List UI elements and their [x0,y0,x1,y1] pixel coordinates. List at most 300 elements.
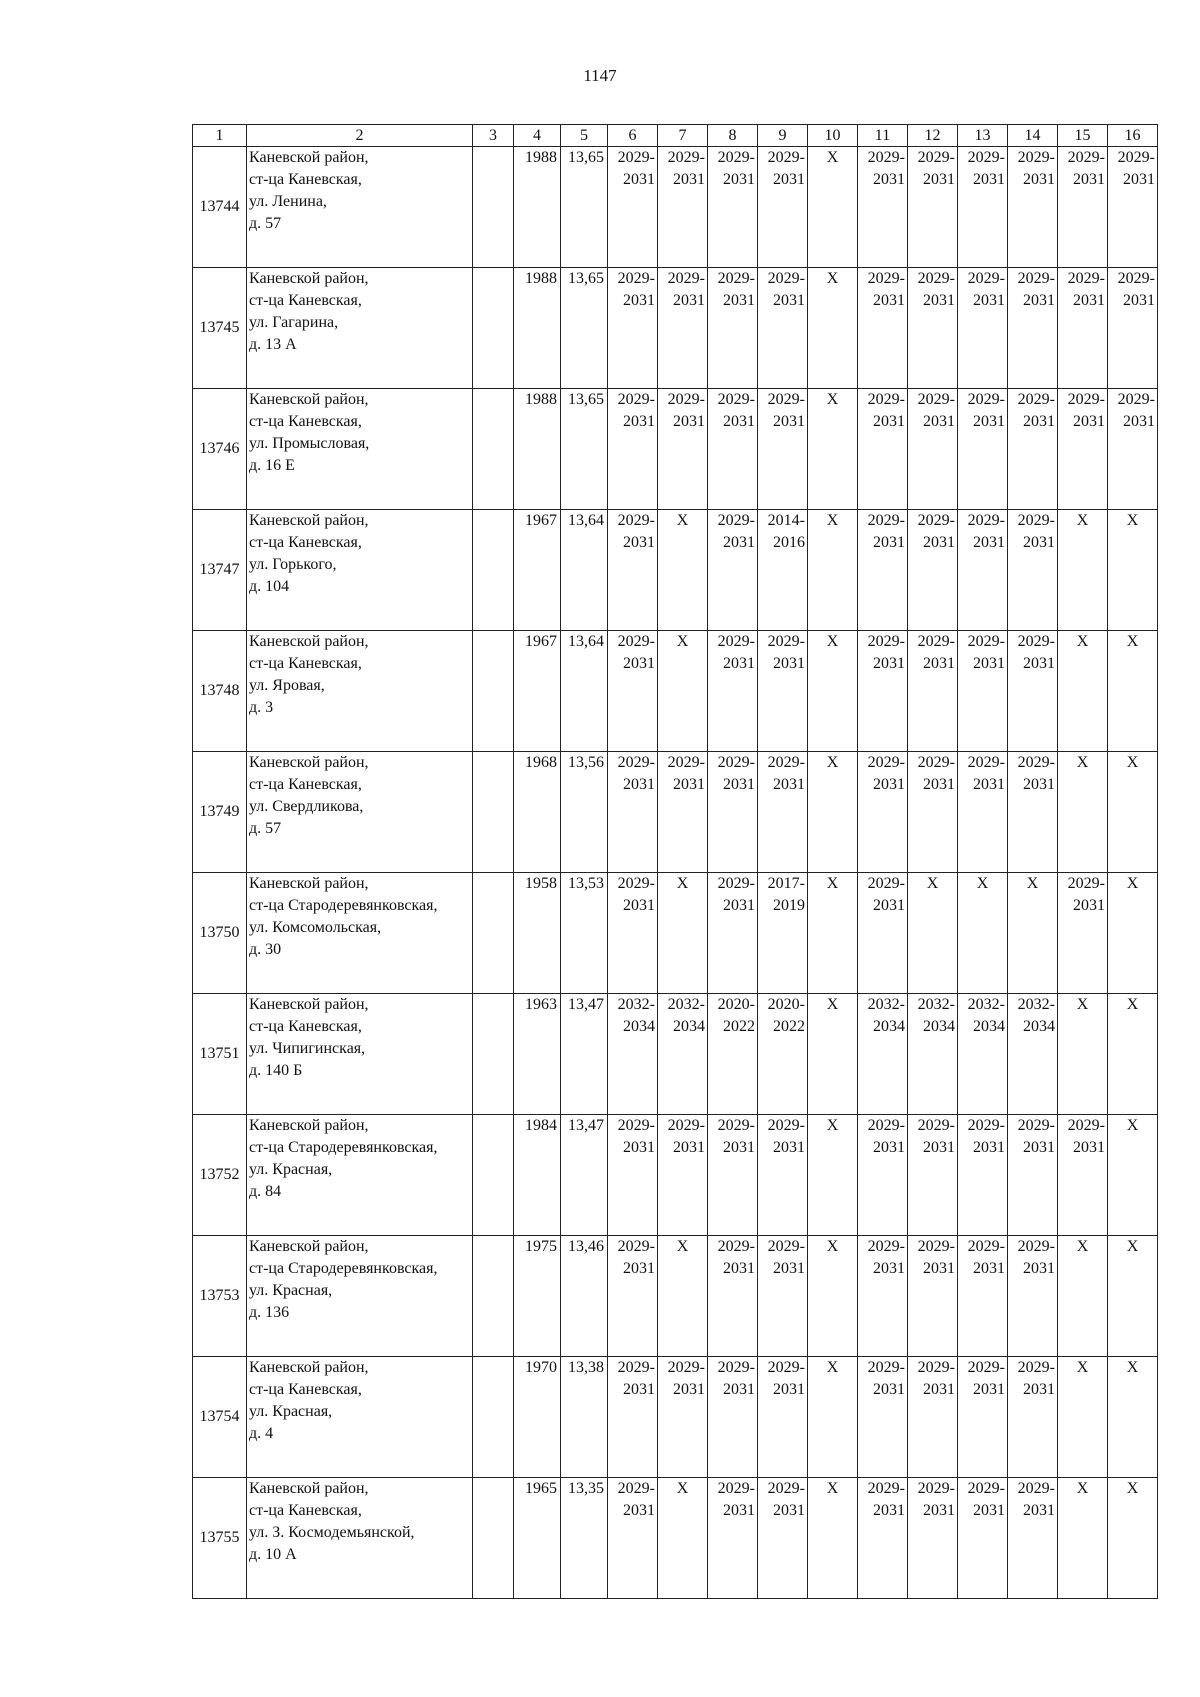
period-start: 2029- [867,391,905,408]
period-cell [908,1115,958,1236]
period-end: 2031 [923,1139,955,1156]
period-start: 2032- [867,996,905,1013]
period-cell [708,994,758,1115]
period-end: 2031 [873,1260,905,1277]
period-end: 2031 [623,655,655,672]
period-cell [758,1236,808,1357]
address-cell [247,1357,473,1478]
period-cell [1058,873,1108,994]
period-cell [758,389,808,510]
period-cell [708,268,758,389]
period-cell [908,1236,958,1357]
column-number-row [193,125,1158,147]
period-cell [608,1115,658,1236]
period-cell [758,631,808,752]
period-cell [858,147,908,268]
period-start: 2029- [717,512,755,529]
period-start: 2029- [917,754,955,771]
period-cell: X [1108,994,1158,1115]
period-start: 2029- [917,1238,955,1255]
period-cell [858,873,908,994]
year-cell: 1967 [514,510,561,631]
period-end: 2031 [1023,1139,1055,1156]
period-end: 2031 [873,292,905,309]
period-cell [958,994,1008,1115]
period-end: 2031 [673,292,705,309]
period-end: 2031 [673,171,705,188]
address-cell [247,268,473,389]
period-cell [608,752,658,873]
address-line: ул. Гагарина, [249,314,339,331]
period-start: 2029- [1017,512,1055,529]
period-end: 2031 [723,1139,755,1156]
table-body [193,125,1158,1599]
period-cell [758,1115,808,1236]
period-end: 2031 [623,776,655,793]
period-cell [958,1357,1008,1478]
period-end: 2031 [773,1381,805,1398]
period-start: 2032- [617,996,655,1013]
column-number-header: 4 [514,125,561,147]
address-line: ст-ца Каневская, [249,413,362,430]
period-cell [1008,1115,1058,1236]
period-start: 2029- [717,1117,755,1134]
period-start: 2029- [867,1480,905,1497]
period-start: 2032- [667,996,705,1013]
year-cell: 1970 [514,1357,561,1478]
period-start: 2029- [867,1359,905,1376]
period-cell [858,631,908,752]
period-end: 2031 [923,534,955,551]
period-start: 2029- [767,1117,805,1134]
address-line: Каневской район, [249,1480,369,1497]
period-end: 2031 [873,171,905,188]
table-row [193,1236,1158,1357]
period-end: 2031 [873,534,905,551]
period-cell: X [1108,1478,1158,1599]
period-cell [658,268,708,389]
address-line: ул. Комсомольская, [249,919,382,936]
period-start: 2029- [1017,391,1055,408]
period-cell [758,510,808,631]
address-line: ул. Ленина, [249,193,327,210]
column-3-cell [473,752,514,873]
period-start: 2029- [867,633,905,650]
period-end: 2031 [973,1502,1005,1519]
period-cell [608,389,658,510]
period-end: 2031 [923,1502,955,1519]
address-line: ул. Свердликова, [249,798,364,815]
period-start: 2029- [967,1117,1005,1134]
period-cell [958,1236,1008,1357]
period-start: 2029- [617,1480,655,1497]
period-end: 2031 [873,655,905,672]
address-cell [247,1478,473,1599]
column-3-cell [473,873,514,994]
column-3-cell [473,631,514,752]
period-cell [708,631,758,752]
year-cell: 1968 [514,752,561,873]
period-start: 2029- [717,754,755,771]
column-3-cell [473,1478,514,1599]
period-cell: X [1108,752,1158,873]
address-cell [247,752,473,873]
address-line: Каневской район, [249,1117,369,1134]
period-start: 2029- [767,391,805,408]
address-line: ул. Горького, [249,556,337,573]
period-start: 2020- [767,996,805,1013]
address-line: ст-ца Каневская, [249,534,362,551]
period-start: 2029- [917,391,955,408]
period-start: 2029- [1017,149,1055,166]
period-start: 2029- [617,391,655,408]
period-start: 2029- [1117,149,1155,166]
address-line: ст-ца Каневская, [249,171,362,188]
period-cell [908,147,958,268]
period-start: 2029- [617,1238,655,1255]
address-line: Каневской район, [249,996,369,1013]
period-start: 2029- [717,633,755,650]
period-cell [608,1478,658,1599]
period-start: 2029- [717,1238,755,1255]
area-cell: 13,47 [561,994,608,1115]
column-3-cell [473,510,514,631]
record-number: 13749 [193,752,247,873]
column-number-header: 6 [608,125,658,147]
period-end: 2022 [723,1018,755,1035]
period-end: 2031 [973,171,1005,188]
period-end: 2034 [673,1018,705,1035]
column-number-header: 16 [1108,125,1158,147]
period-cell [758,873,808,994]
period-start: 2029- [767,270,805,287]
period-end: 2031 [723,1381,755,1398]
area-cell: 13,56 [561,752,608,873]
period-cell [658,389,708,510]
period-cell [1058,1115,1108,1236]
period-cell [608,873,658,994]
period-end: 2031 [1123,171,1155,188]
period-end: 2031 [973,776,1005,793]
period-cell [708,1357,758,1478]
table-row [193,389,1158,510]
period-cell [858,1115,908,1236]
period-cell [708,389,758,510]
address-line: д. 57 [249,820,282,837]
table-row [193,1478,1158,1599]
period-end: 2031 [773,1502,805,1519]
period-end: 2034 [973,1018,1005,1035]
period-start: 2014- [767,512,805,529]
period-cell [958,752,1008,873]
period-cell [658,752,708,873]
period-end: 2031 [1023,655,1055,672]
period-start: 2029- [867,875,905,892]
period-end: 2031 [873,1502,905,1519]
period-cell: X [808,389,858,510]
period-start: 2029- [717,1359,755,1376]
period-start: 2029- [667,1117,705,1134]
period-cell [608,268,658,389]
period-cell [758,1357,808,1478]
column-3-cell [473,1115,514,1236]
record-number: 13751 [193,994,247,1115]
period-start: 2029- [617,1359,655,1376]
period-start: 2029- [767,1359,805,1376]
period-cell: X [658,631,708,752]
period-end: 2031 [773,1139,805,1156]
column-3-cell [473,147,514,268]
period-cell [1008,147,1058,268]
period-end: 2031 [1023,1260,1055,1277]
record-number: 13745 [193,268,247,389]
period-start: 2029- [967,633,1005,650]
address-cell [247,1115,473,1236]
period-cell: X [1108,1236,1158,1357]
period-end: 2031 [973,1139,1005,1156]
address-line: ст-ца Каневская, [249,1381,362,1398]
area-cell: 13,65 [561,268,608,389]
period-cell [858,510,908,631]
period-start: 2029- [1117,270,1155,287]
address-line: Каневской район, [249,391,369,408]
table-row [193,1357,1158,1478]
column-3-cell [473,389,514,510]
period-start: 2029- [1067,149,1105,166]
period-cell: X [808,268,858,389]
period-cell [858,1478,908,1599]
column-number-header: 8 [708,125,758,147]
period-end: 2031 [723,897,755,914]
record-number: 13752 [193,1115,247,1236]
area-cell: 13,38 [561,1357,608,1478]
period-cell [608,1236,658,1357]
period-cell [1008,631,1058,752]
period-end: 2031 [1023,1381,1055,1398]
period-cell [858,389,908,510]
period-cell: X [658,510,708,631]
period-end: 2031 [923,1260,955,1277]
period-start: 2029- [717,1480,755,1497]
period-end: 2031 [623,897,655,914]
period-start: 2029- [1017,1238,1055,1255]
area-cell: 13,64 [561,510,608,631]
period-cell [908,752,958,873]
area-cell: 13,65 [561,389,608,510]
period-cell [1058,147,1108,268]
period-end: 2031 [1023,292,1055,309]
period-start: 2029- [767,1238,805,1255]
period-cell [1008,389,1058,510]
period-start: 2032- [917,996,955,1013]
period-end: 2031 [1073,292,1105,309]
period-end: 2031 [973,1381,1005,1398]
period-start: 2029- [867,270,905,287]
period-end: 2031 [773,171,805,188]
address-line: ул. Промысловая, [249,435,370,452]
address-line: д. 30 [249,941,282,958]
period-cell: X [808,1236,858,1357]
period-start: 2029- [867,149,905,166]
period-cell [1058,268,1108,389]
column-number-header: 11 [858,125,908,147]
period-start: 2029- [917,149,955,166]
period-start: 2029- [767,633,805,650]
period-start: 2029- [617,754,655,771]
period-cell: X [808,1357,858,1478]
area-cell: 13,64 [561,631,608,752]
address-line: д. 57 [249,215,282,232]
period-start: 2029- [1117,391,1155,408]
year-cell: 1967 [514,631,561,752]
period-end: 2031 [973,534,1005,551]
period-start: 2032- [967,996,1005,1013]
period-end: 2031 [923,776,955,793]
period-start: 2029- [967,270,1005,287]
period-end: 2031 [1073,171,1105,188]
period-end: 2016 [773,534,805,551]
column-3-cell [473,1236,514,1357]
period-cell [958,147,1008,268]
period-cell [758,268,808,389]
address-line: Каневской район, [249,1238,369,1255]
period-cell [1008,752,1058,873]
column-3-cell [473,268,514,389]
record-number: 13744 [193,147,247,268]
period-end: 2031 [873,413,905,430]
period-end: 2031 [1023,776,1055,793]
period-end: 2031 [623,1502,655,1519]
table-row [193,752,1158,873]
period-cell [658,1357,708,1478]
period-start: 2029- [617,512,655,529]
period-cell: X [1108,510,1158,631]
period-cell [708,147,758,268]
period-end: 2031 [623,1139,655,1156]
period-cell [658,147,708,268]
period-cell [1008,1357,1058,1478]
period-cell: X [1058,1236,1108,1357]
address-line: Каневской район, [249,754,369,771]
period-cell: X [808,873,858,994]
address-cell [247,147,473,268]
period-start: 2029- [767,1480,805,1497]
record-number: 13746 [193,389,247,510]
period-cell [1008,510,1058,631]
period-cell: X [808,1115,858,1236]
period-start: 2029- [967,1238,1005,1255]
period-cell [958,631,1008,752]
address-line: ул. Чипигинская, [249,1040,366,1057]
table-row [193,631,1158,752]
period-cell: X [808,147,858,268]
period-cell [608,631,658,752]
record-number: 13750 [193,873,247,994]
period-end: 2031 [723,171,755,188]
period-end: 2034 [1023,1018,1055,1035]
table-row [193,147,1158,268]
period-start: 2029- [867,512,905,529]
address-line: ул. З. Космодемьянской, [249,1524,415,1541]
period-end: 2031 [1023,171,1055,188]
period-start: 2029- [967,754,1005,771]
period-start: 2029- [617,633,655,650]
period-cell [1108,389,1158,510]
table-row [193,994,1158,1115]
period-cell [608,147,658,268]
period-start: 2029- [967,1359,1005,1376]
table-row [193,1115,1158,1236]
column-number-header: 1 [193,125,247,147]
period-end: 2034 [923,1018,955,1035]
period-cell [658,1115,708,1236]
period-start: 2029- [867,1117,905,1134]
year-cell: 1988 [514,268,561,389]
period-start: 2029- [967,512,1005,529]
period-end: 2031 [723,292,755,309]
period-cell [708,510,758,631]
period-end: 2031 [1023,1502,1055,1519]
period-start: 2029- [1017,633,1055,650]
column-number-header: 3 [473,125,514,147]
period-start: 2029- [1017,754,1055,771]
record-number: 13747 [193,510,247,631]
address-line: ст-ца Стародеревянковская, [249,1139,438,1156]
address-line: Каневской район, [249,1359,369,1376]
address-line: ст-ца Каневская, [249,1502,362,1519]
period-cell [958,510,1008,631]
period-end: 2031 [923,171,955,188]
period-cell [1108,268,1158,389]
period-cell: X [1058,752,1108,873]
period-cell [658,994,708,1115]
period-start: 2029- [617,149,655,166]
address-cell [247,389,473,510]
period-cell [758,752,808,873]
address-line: ст-ца Стародеревянковская, [249,1260,438,1277]
period-cell: X [1058,1357,1108,1478]
period-start: 2029- [1017,1480,1055,1497]
address-line: ст-ца Каневская, [249,776,362,793]
address-cell [247,994,473,1115]
period-cell: X [1058,631,1108,752]
period-cell [858,994,908,1115]
record-number: 13748 [193,631,247,752]
period-cell: X [808,631,858,752]
period-start: 2029- [917,270,955,287]
period-start: 2029- [717,270,755,287]
area-cell: 13,53 [561,873,608,994]
page-number: 1147 [583,66,617,85]
period-start: 2029- [667,754,705,771]
period-start: 2029- [617,1117,655,1134]
address-line: д. 104 [249,578,290,595]
period-start: 2029- [767,754,805,771]
table-row [193,268,1158,389]
column-3-cell [473,1357,514,1478]
period-cell [858,1236,908,1357]
period-cell [758,147,808,268]
address-line: Каневской район, [249,633,369,650]
period-start: 2029- [717,391,755,408]
period-start: 2029- [917,1359,955,1376]
address-line: д. 4 [249,1425,274,1442]
period-start: 2029- [967,391,1005,408]
period-cell: X [658,1236,708,1357]
year-cell: 1958 [514,873,561,994]
period-cell [908,510,958,631]
period-cell: X [908,873,958,994]
